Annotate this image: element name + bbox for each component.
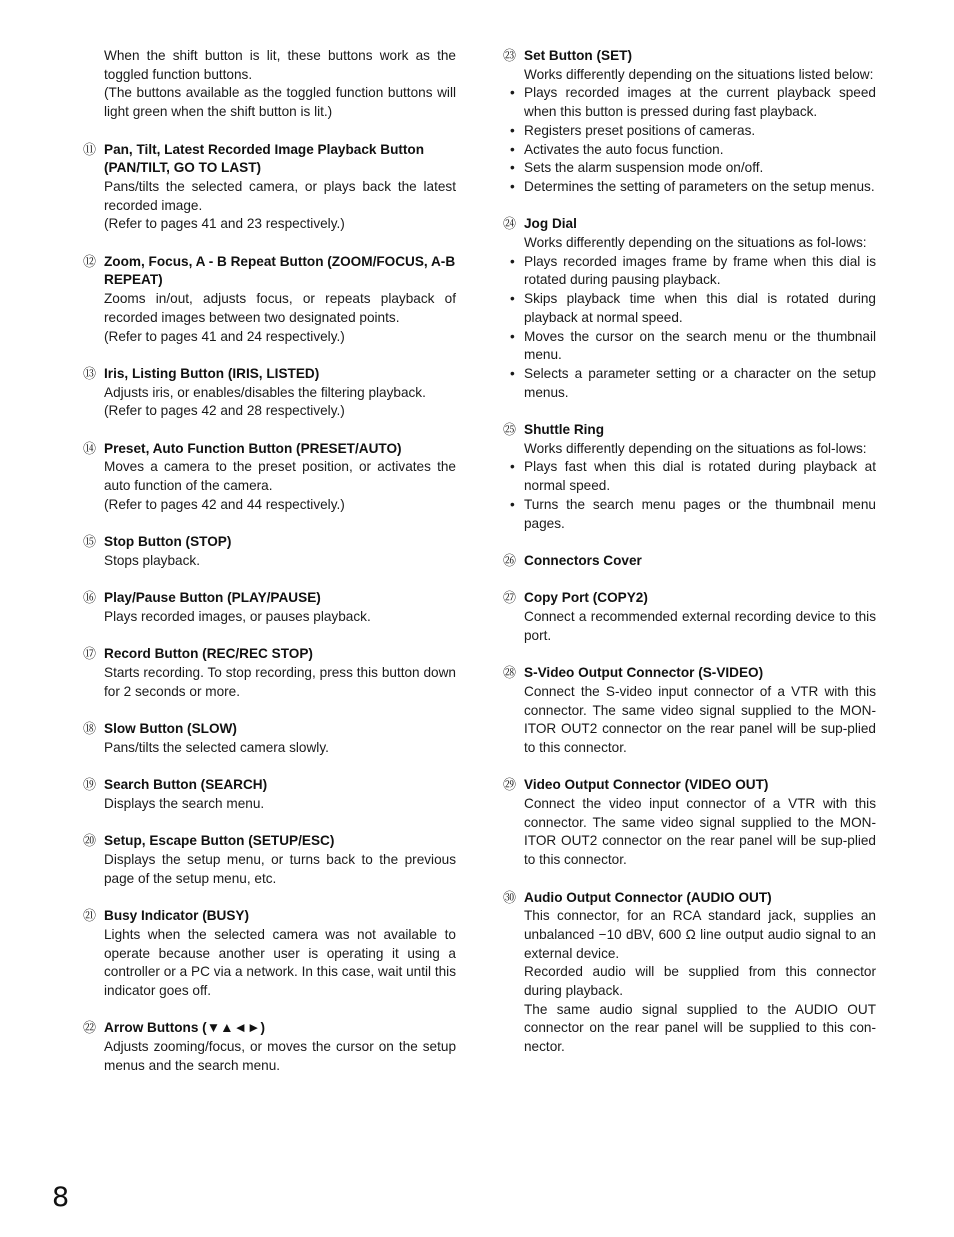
item-title: Iris, Listing Button (IRIS, LISTED) bbox=[104, 365, 320, 381]
item-heading bbox=[83, 645, 456, 664]
item-title: Audio Output Connector (AUDIO OUT) bbox=[524, 889, 772, 905]
description-paragraph: Works differently depending on the situations listed below: bbox=[524, 66, 874, 82]
right-item-list bbox=[503, 47, 876, 1057]
item-entry bbox=[83, 141, 456, 235]
item-number: ⑰ bbox=[83, 646, 97, 662]
item-entry bbox=[83, 776, 456, 813]
item-number: ㉙ bbox=[503, 777, 517, 793]
description-paragraph: Lights when the selected camera was not available to operate because another user is operating it using a controller or a PC via a network. In this case, wait until this indicator goes off. bbox=[104, 926, 456, 998]
item-heading bbox=[503, 215, 876, 234]
item-number: ⑭ bbox=[83, 440, 97, 456]
item-heading bbox=[503, 421, 876, 440]
item-title: Copy Port (COPY2) bbox=[524, 590, 648, 606]
item-description bbox=[524, 683, 876, 758]
item-heading bbox=[503, 889, 876, 908]
item-heading bbox=[83, 1019, 456, 1038]
item-description bbox=[524, 440, 876, 534]
item-number: ㉒ bbox=[83, 1020, 97, 1036]
item-title: Setup, Escape Button (SETUP/ESC) bbox=[104, 833, 335, 849]
item-description bbox=[104, 178, 456, 234]
item-title: Connectors Cover bbox=[524, 552, 642, 568]
item-heading bbox=[83, 776, 456, 795]
item-heading bbox=[83, 253, 456, 290]
description-paragraph: (Refer to pages 41 and 24 respectively.) bbox=[104, 328, 345, 344]
item-entry bbox=[83, 253, 456, 347]
description-paragraph: Adjusts zooming/focus, or moves the cursor on the setup menus and the search menu. bbox=[104, 1039, 456, 1073]
left-column bbox=[83, 47, 456, 1094]
item-description bbox=[104, 664, 456, 701]
item-number: ⑯ bbox=[83, 590, 97, 606]
bullet-list bbox=[524, 458, 876, 533]
item-entry bbox=[83, 907, 456, 1001]
item-title: Video Output Connector (VIDEO OUT) bbox=[524, 777, 769, 793]
item-entry bbox=[83, 440, 456, 515]
item-entry bbox=[503, 552, 876, 571]
description-paragraph: Works differently depending on the situations as fol-lows: bbox=[524, 440, 867, 456]
item-title: Slow Button (SLOW) bbox=[104, 721, 237, 737]
item-heading bbox=[83, 907, 456, 926]
description-paragraph: Plays recorded images, or pauses playback. bbox=[104, 609, 371, 624]
item-entry bbox=[503, 889, 876, 1057]
description-paragraph: Displays the search menu. bbox=[104, 795, 265, 811]
item-heading bbox=[83, 533, 456, 552]
item-entry bbox=[83, 720, 456, 757]
item-heading bbox=[503, 776, 876, 795]
item-heading bbox=[83, 720, 456, 739]
bullet-item: • Plays fast when this dial is rotated during playback at normal speed. bbox=[524, 458, 876, 495]
item-title: Play/Pause Button (PLAY/PAUSE) bbox=[104, 590, 321, 606]
item-description bbox=[104, 1038, 456, 1075]
bullet-item: • Determines the setting of parameters on the setup menus. bbox=[524, 178, 876, 197]
item-entry bbox=[503, 421, 876, 533]
item-title: S-Video Output Connector (S-VIDEO) bbox=[524, 665, 764, 681]
item-description bbox=[524, 795, 876, 870]
bullet-item: • Sets the alarm suspension mode on/off. bbox=[524, 159, 876, 178]
description-paragraph: This connector, for an RCA standard jack, supplies an unbalanced −10 dBV, 600 Ω line output audio signal to an external device. bbox=[524, 908, 876, 961]
description-paragraph: Pans/tilts the selected camera slowly. bbox=[104, 739, 329, 755]
item-number: ㉗ bbox=[503, 590, 517, 606]
item-heading bbox=[83, 589, 456, 608]
description-paragraph: Zooms in/out, adjusts focus, or repeats playback of recorded images between two designated points. bbox=[104, 291, 456, 325]
item-description bbox=[104, 851, 456, 888]
item-description bbox=[104, 552, 456, 571]
item-title: Preset, Auto Function Button (PRESET/AUTO) bbox=[104, 440, 402, 456]
item-heading bbox=[503, 589, 876, 608]
description-paragraph: Works differently depending on the situations as fol-lows: bbox=[524, 235, 867, 251]
description-paragraph: Pans/tilts the selected camera, or plays back the latest recorded image. bbox=[104, 178, 456, 213]
description-paragraph: Adjusts iris, or enables/disables the filtering playback. bbox=[104, 384, 426, 400]
item-heading bbox=[83, 832, 456, 851]
bullet-list bbox=[524, 84, 876, 196]
item-number: ㉕ bbox=[503, 422, 517, 438]
bullet-item: • Plays recorded images frame by frame when this dial is rotated during pausing playback. bbox=[524, 253, 876, 290]
item-number: ㉘ bbox=[503, 665, 517, 681]
item-number: ㉑ bbox=[83, 908, 97, 924]
item-number: ⑪ bbox=[83, 141, 97, 157]
description-paragraph: Connect a recommended external recording device to this port. bbox=[524, 609, 876, 643]
item-entry bbox=[503, 589, 876, 645]
item-description bbox=[104, 384, 456, 421]
description-paragraph: (Refer to pages 42 and 44 respectively.) bbox=[104, 496, 345, 512]
item-title: Pan, Tilt, Latest Recorded Image Playback Button (PAN/TILT, GO TO LAST) bbox=[104, 141, 425, 176]
bullet-item: • Selects a parameter setting or a character on the setup menus. bbox=[524, 365, 876, 402]
description-paragraph: Starts recording. To stop recording, press this button down for 2 seconds or more. bbox=[104, 665, 456, 699]
item-heading bbox=[503, 552, 876, 571]
item-entry bbox=[83, 589, 456, 626]
item-entry bbox=[503, 776, 876, 870]
item-description bbox=[524, 66, 876, 197]
item-heading bbox=[83, 141, 456, 178]
item-title: Set Button (SET) bbox=[524, 48, 632, 63]
item-title: Record Button (REC/REC STOP) bbox=[104, 646, 313, 662]
item-description bbox=[524, 608, 876, 645]
item-heading bbox=[83, 365, 456, 384]
item-title: Zoom, Focus, A - B Repeat Button (ZOOM/FOCUS, A-B REPEAT) bbox=[104, 253, 456, 288]
item-title: Stop Button (STOP) bbox=[104, 534, 232, 550]
description-paragraph: Displays the setup menu, or turns back to the previous page of the setup menu, etc. bbox=[104, 852, 456, 886]
item-number: ㉚ bbox=[503, 889, 517, 905]
description-paragraph: (Refer to pages 41 and 23 respectively.) bbox=[104, 216, 345, 232]
item-entry bbox=[503, 47, 876, 197]
description-paragraph: Recorded audio will be supplied from this connector during playback. bbox=[524, 964, 876, 999]
item-description bbox=[104, 795, 456, 814]
description-paragraph: Stops playback. bbox=[104, 552, 200, 568]
description-paragraph: Connect the video input connector of a VTR with this connector. The same video signal supplied to the MON-ITOR OUT2 connector on the rear panel will be sup-plied to this connector. bbox=[524, 796, 876, 868]
item-number: ⑱ bbox=[83, 721, 97, 737]
page-number: 8 bbox=[52, 1182, 70, 1213]
item-number: ㉖ bbox=[503, 552, 517, 568]
item-title: Arrow Buttons (▼▲◄►) bbox=[104, 1020, 266, 1036]
item-title: Busy Indicator (BUSY) bbox=[104, 908, 250, 924]
item-heading bbox=[503, 664, 876, 683]
item-description bbox=[104, 290, 456, 346]
item-entry bbox=[503, 215, 876, 402]
intro-paragraph: When the shift button is lit, these buttons work as the toggled function buttons. bbox=[104, 48, 456, 82]
item-number: ⑳ bbox=[83, 833, 97, 849]
item-heading bbox=[83, 440, 456, 459]
item-description bbox=[104, 608, 456, 627]
item-entry bbox=[83, 1019, 456, 1075]
item-entry bbox=[83, 645, 456, 701]
bullet-item: • Plays recorded images at the current playback speed when this button is pressed during fast playback. bbox=[524, 84, 876, 121]
item-description bbox=[524, 907, 876, 1057]
left-item-list bbox=[83, 141, 456, 1076]
item-number: ㉓ bbox=[503, 48, 517, 63]
item-title: Shuttle Ring bbox=[524, 422, 605, 438]
item-entry bbox=[83, 533, 456, 570]
item-number: ㉔ bbox=[503, 216, 517, 232]
item-title: Jog Dial bbox=[524, 216, 577, 232]
item-number: ⑬ bbox=[83, 365, 97, 381]
description-paragraph: Connect the S-video input connector of a VTR with this connector. The same video signal supplied to the MON-ITOR OUT2 connector on the rear panel will be sup-plied to this connector. bbox=[524, 683, 876, 755]
bullet-item: • Turns the search menu pages or the thumbnail menu pages. bbox=[524, 496, 876, 533]
intro-paragraph: (The buttons available as the toggled function buttons will light green when the shift button is lit.) bbox=[104, 85, 456, 120]
item-entry bbox=[83, 832, 456, 888]
item-entry bbox=[503, 664, 876, 758]
bullet-item: • Activates the auto focus function. bbox=[524, 141, 876, 160]
item-description bbox=[104, 458, 456, 514]
item-heading bbox=[503, 47, 876, 66]
description-paragraph: The same audio signal supplied to the AUDIO OUT connector on the rear panel will be supplied to this con-nector. bbox=[524, 1001, 876, 1055]
description-paragraph: Moves a camera to the preset position, or activates the auto function of the camera. bbox=[104, 459, 456, 494]
right-column bbox=[503, 47, 876, 1076]
item-number: ⑮ bbox=[83, 534, 97, 550]
bullet-list bbox=[524, 253, 876, 403]
item-description bbox=[524, 234, 876, 402]
item-number: ⑫ bbox=[83, 253, 97, 269]
bullet-item: • Registers preset positions of cameras. bbox=[524, 122, 876, 141]
item-description bbox=[104, 926, 456, 1001]
item-entry bbox=[83, 365, 456, 421]
item-title: Search Button (SEARCH) bbox=[104, 777, 268, 793]
item-number: ⑲ bbox=[83, 777, 97, 793]
bullet-item: • Skips playback time when this dial is rotated during playback at normal speed. bbox=[524, 290, 876, 327]
intro-text bbox=[104, 47, 456, 122]
item-description bbox=[104, 739, 456, 758]
bullet-item: • Moves the cursor on the search menu or the thumbnail menu. bbox=[524, 328, 876, 365]
description-paragraph: (Refer to pages 42 and 28 respectively.) bbox=[104, 403, 345, 419]
